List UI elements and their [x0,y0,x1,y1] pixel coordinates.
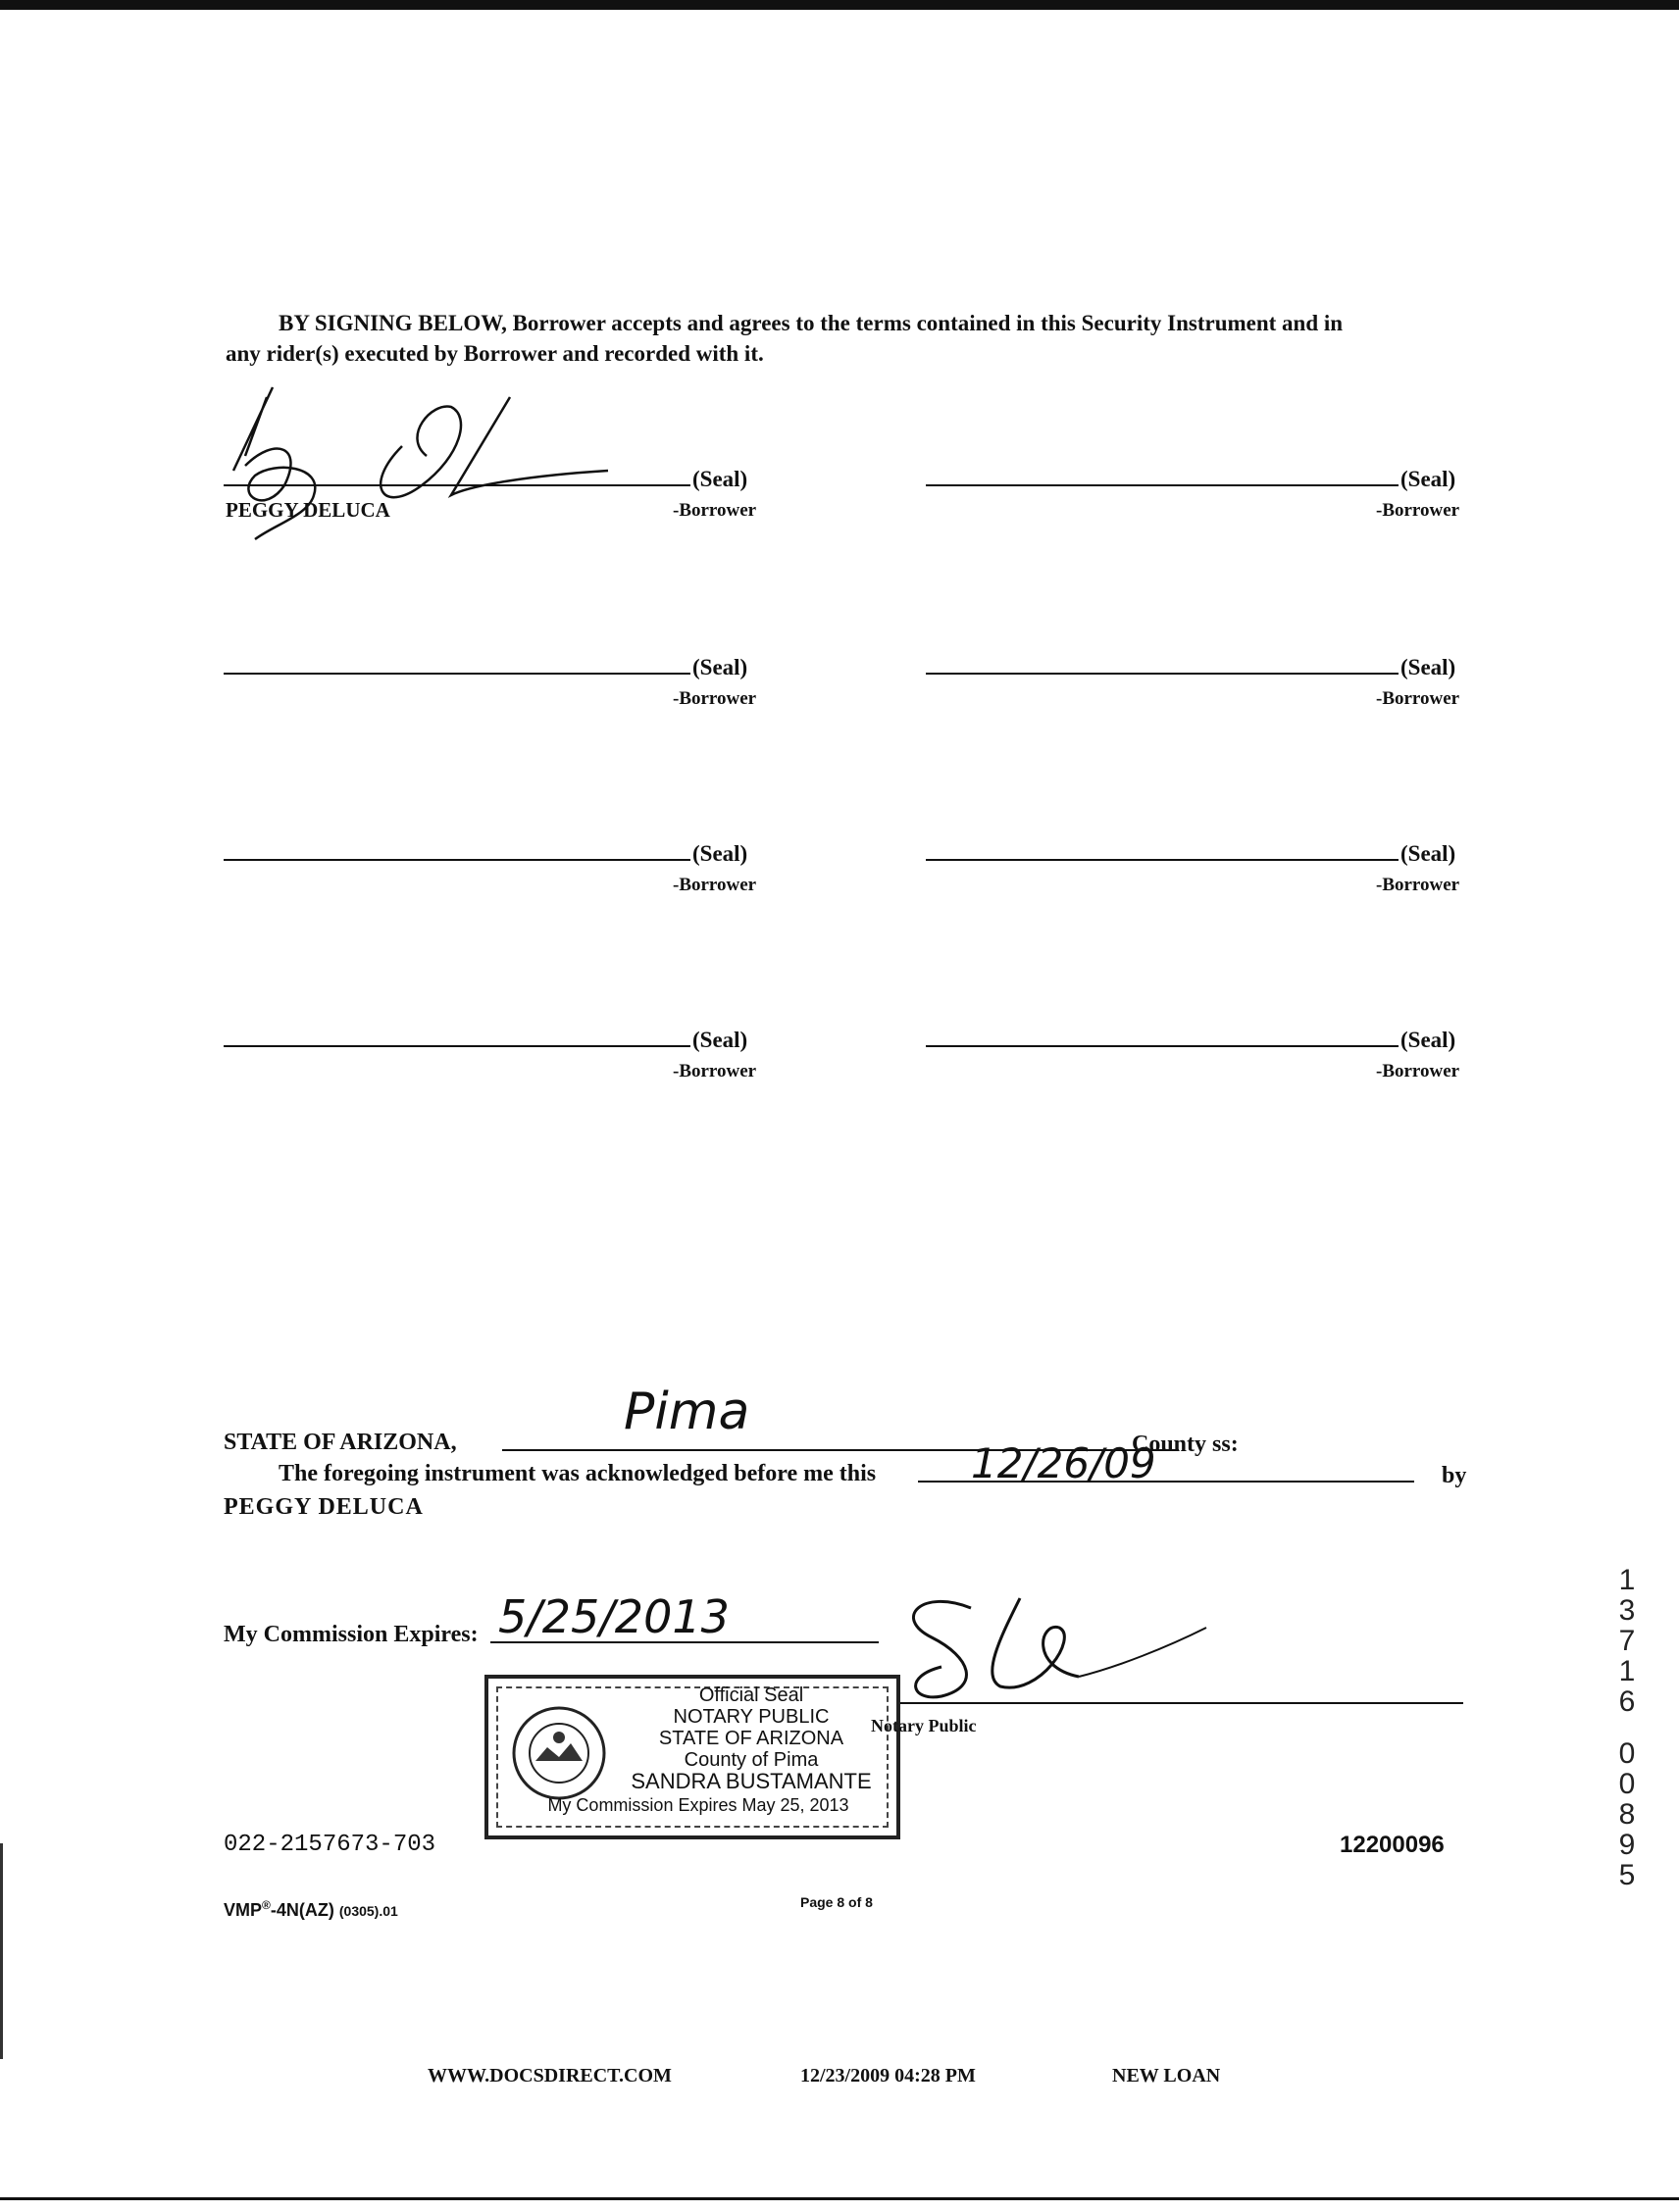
stamp-state: STATE OF ARIZONA [658,1728,844,1749]
seal-label-6: (Seal) [1400,841,1456,866]
borrower-role-1: -Borrower [673,500,757,521]
intro-line-1: BY SIGNING BELOW, Borrower accepts and agrees to the terms contained in this Security Instrument and in [279,311,1344,335]
scan-top-edge [0,0,1679,10]
borrower-signature [216,377,628,544]
commission-handwritten: 5/25/2013 [498,1590,730,1643]
seal-label-5: (Seal) [692,841,748,866]
doc-number: 12200096 [1340,1832,1445,1858]
notary-signature [883,1579,1236,1716]
signature-line-7 [224,1045,690,1047]
stamp-official-seal: Official Seal [698,1684,804,1706]
loan-number: 022-2157673-703 [224,1832,436,1858]
stamp-commission-expires: My Commission Expires May 25, 2013 [547,1795,849,1815]
state-label: STATE OF ARIZONA, [224,1430,457,1455]
scan-left-edge [0,1843,3,2059]
borrower-role-5: -Borrower [673,875,757,895]
by-label: by [1442,1463,1467,1488]
footer-timestamp: 12/23/2009 04:28 PM [800,2065,976,2086]
seal-label-8: (Seal) [1400,1028,1456,1052]
signature-line-6 [926,859,1399,861]
date-handwritten: 12/26/09 [971,1439,1156,1487]
notary-public-label: Notary Public [871,1716,977,1735]
stamp-notary-public: NOTARY PUBLIC [673,1706,830,1728]
county-handwritten: Pima [624,1382,750,1441]
seal-label-1: (Seal) [692,467,748,491]
signature-line-3 [224,673,690,675]
seal-label-3: (Seal) [692,655,748,679]
page-number: Page 8 of 8 [800,1894,873,1910]
borrower-role-2: -Borrower [1376,500,1460,521]
footer-website: WWW.DOCSDIRECT.COM [428,2065,672,2086]
borrower-role-7: -Borrower [673,1061,757,1081]
footer-loan-type: NEW LOAN [1112,2065,1221,2086]
signature-line-8 [926,1045,1399,1047]
foregoing-text: The foregoing instrument was acknowledged before me this [279,1461,877,1486]
stamp-notary-name: SANDRA BUSTAMANTE [631,1769,872,1793]
commission-label: My Commission Expires: [224,1622,479,1647]
county-label: County ss: [1132,1432,1239,1457]
scan-bottom-edge [0,2197,1679,2200]
borrower-role-3: -Borrower [673,688,757,709]
seal-label-7: (Seal) [692,1028,748,1052]
borrower-role-8: -Borrower [1376,1061,1460,1081]
notary-stamp [484,1675,900,1839]
form-code: VMP®-4N(AZ) (0305).01 [224,1898,398,1920]
intro-line-2: any rider(s) executed by Borrower and recorded with it. [226,341,764,366]
signature-line-5 [224,859,690,861]
signature-line-4 [926,673,1399,675]
acknowledged-name: PEGGY DELUCA [224,1494,424,1520]
borrower-role-4: -Borrower [1376,688,1460,709]
signature-line-2 [926,484,1399,486]
borrower-role-6: -Borrower [1376,875,1460,895]
borrower-name-1: PEGGY DELUCA [226,498,390,522]
recording-number-vertical: 1 3 7 1 6 0 0 8 9 5 [1618,1564,1636,1891]
state-seal-icon [510,1704,608,1802]
stamp-county: County of Pima [684,1749,819,1771]
seal-label-4: (Seal) [1400,655,1456,679]
seal-label-2: (Seal) [1400,467,1456,491]
